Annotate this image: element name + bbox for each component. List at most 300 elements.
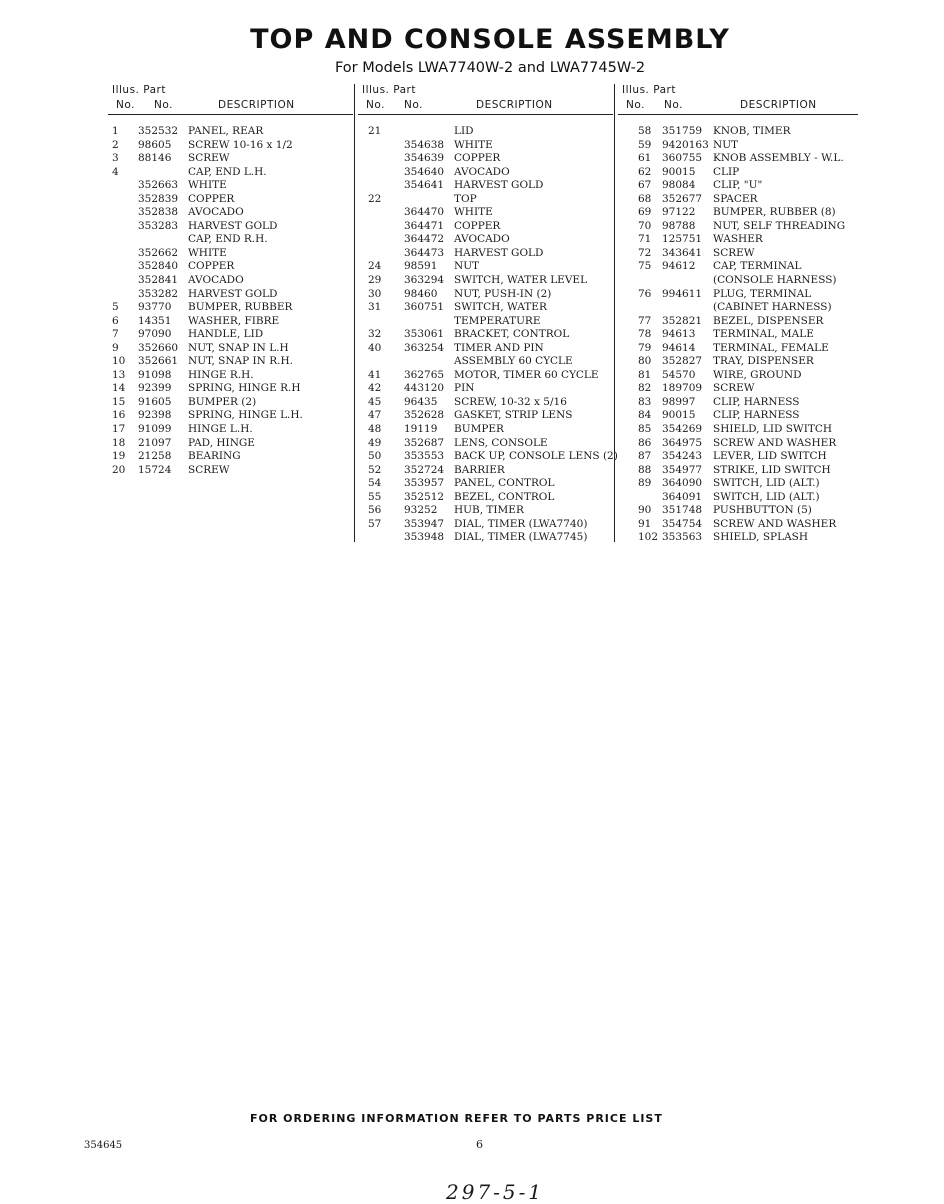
illus-part-header: Illus. Part bbox=[622, 84, 676, 96]
part-description: NUT, SNAP IN L.H bbox=[188, 341, 289, 354]
part-row bbox=[618, 504, 858, 518]
part-number: 352827 bbox=[662, 355, 703, 368]
part-number: 189709 bbox=[662, 382, 703, 395]
part-description: GASKET, STRIP LENS bbox=[454, 409, 573, 422]
part-number: 92398 bbox=[138, 409, 172, 422]
part-number: 94612 bbox=[662, 260, 696, 273]
part-number: 994611 bbox=[662, 287, 703, 300]
parts-column-2 bbox=[358, 84, 618, 545]
part-description: LID bbox=[454, 125, 474, 137]
part-description: SCREW bbox=[188, 463, 230, 476]
part-row bbox=[358, 125, 613, 139]
illus-number: 61 bbox=[638, 152, 652, 165]
part-row bbox=[108, 233, 353, 247]
part-row bbox=[108, 396, 353, 410]
part-description: BEARING bbox=[188, 450, 241, 463]
part-row bbox=[618, 491, 858, 505]
part-number: 21258 bbox=[138, 450, 172, 463]
part-description: WIRE, GROUND bbox=[713, 368, 802, 381]
parts-list bbox=[358, 125, 618, 545]
illus-number: 49 bbox=[368, 436, 382, 449]
part-number: 98460 bbox=[404, 287, 438, 300]
part-description: COPPER bbox=[188, 192, 235, 205]
part-number: 91098 bbox=[138, 368, 172, 381]
part-number: 352838 bbox=[138, 206, 179, 219]
part-number: 364471 bbox=[404, 219, 445, 232]
part-description: WHITE bbox=[454, 138, 493, 151]
illus-number: 4 bbox=[112, 165, 119, 178]
part-row bbox=[108, 315, 353, 329]
part-description: DIAL, TIMER (LWA7740) bbox=[454, 517, 588, 530]
part-number: 354639 bbox=[404, 152, 445, 165]
part-description: AVOCADO bbox=[454, 233, 510, 246]
part-row bbox=[108, 342, 353, 356]
part-number: 364090 bbox=[662, 477, 703, 490]
part-description: COPPER bbox=[454, 219, 501, 232]
part-number: 354243 bbox=[662, 450, 703, 463]
part-row bbox=[108, 152, 353, 166]
part-row bbox=[108, 247, 353, 261]
part-row bbox=[358, 247, 613, 261]
part-number: 363294 bbox=[404, 274, 445, 287]
part-description: AVOCADO bbox=[188, 274, 244, 287]
header-rule bbox=[358, 114, 613, 115]
part-row bbox=[618, 531, 858, 545]
illus-number: 5 bbox=[112, 301, 119, 314]
illus-number: 91 bbox=[638, 517, 652, 530]
illus-number: 50 bbox=[368, 450, 382, 463]
part-row bbox=[618, 369, 858, 383]
part-description: SCREW AND WASHER bbox=[713, 436, 837, 449]
part-row bbox=[618, 355, 858, 369]
part-description: MOTOR, TIMER 60 CYCLE bbox=[454, 368, 599, 381]
part-number: 97122 bbox=[662, 206, 696, 219]
part-row bbox=[618, 301, 858, 315]
page-title: TOP AND CONSOLE ASSEMBLY bbox=[250, 24, 730, 55]
illus-number: 57 bbox=[368, 517, 382, 530]
part-description: HUB, TIMER bbox=[454, 504, 524, 517]
part-description: PAD, HINGE bbox=[188, 436, 255, 449]
part-description: PANEL, CONTROL bbox=[454, 477, 555, 490]
part-description: CLIP bbox=[713, 165, 740, 178]
part-description: CAP, END R.H. bbox=[188, 233, 268, 246]
part-row bbox=[618, 193, 858, 207]
illus-number: 75 bbox=[638, 260, 652, 273]
illus-number: 19 bbox=[112, 450, 126, 463]
part-description: DIAL, TIMER (LWA7745) bbox=[454, 531, 588, 544]
part-row bbox=[108, 125, 353, 139]
part-row bbox=[358, 315, 613, 329]
part-number: 360751 bbox=[404, 301, 445, 314]
document-number: 354645 bbox=[84, 1140, 123, 1151]
part-description: BUMPER (2) bbox=[188, 395, 257, 408]
illus-number: 76 bbox=[638, 287, 652, 300]
part-no-header: No. bbox=[664, 99, 683, 111]
part-number: 354641 bbox=[404, 179, 445, 192]
part-description: PLUG, TERMINAL bbox=[713, 287, 812, 300]
part-description: TRAY, DISPENSER bbox=[713, 355, 814, 368]
illus-number: 81 bbox=[638, 368, 652, 381]
part-row bbox=[358, 220, 613, 234]
illus-number: 85 bbox=[638, 423, 652, 436]
description-header: DESCRIPTION bbox=[740, 99, 817, 111]
part-number: 91099 bbox=[138, 423, 172, 436]
part-number: 98591 bbox=[404, 260, 438, 273]
illus-number: 83 bbox=[638, 395, 652, 408]
part-number: 351759 bbox=[662, 125, 703, 137]
part-description: PANEL, REAR bbox=[188, 125, 264, 137]
part-row bbox=[108, 423, 353, 437]
part-number: 9420163 bbox=[662, 138, 709, 151]
part-description: LEVER, LID SWITCH bbox=[713, 450, 827, 463]
part-row bbox=[108, 464, 353, 478]
part-row bbox=[358, 328, 613, 342]
part-row bbox=[358, 166, 613, 180]
part-description: SCREW bbox=[188, 152, 230, 165]
illus-number: 78 bbox=[638, 328, 652, 341]
part-description: CAP, TERMINAL bbox=[713, 260, 802, 273]
part-number: 343641 bbox=[662, 246, 703, 259]
part-description: WASHER bbox=[713, 233, 763, 246]
illus-number: 41 bbox=[368, 368, 382, 381]
part-row bbox=[108, 166, 353, 180]
part-number: 92399 bbox=[138, 382, 172, 395]
illus-no-header: No. bbox=[116, 99, 135, 111]
part-description: HINGE L.H. bbox=[188, 423, 253, 436]
part-description: TEMPERATURE bbox=[454, 314, 541, 327]
part-row bbox=[358, 477, 613, 491]
illus-number: 52 bbox=[368, 463, 382, 476]
part-number: 94613 bbox=[662, 328, 696, 341]
part-row bbox=[618, 179, 858, 193]
part-row bbox=[108, 369, 353, 383]
illus-number: 40 bbox=[368, 341, 382, 354]
illus-number: 90 bbox=[638, 504, 652, 517]
part-description: NUT, SELF THREADING bbox=[713, 219, 846, 232]
part-row bbox=[108, 301, 353, 315]
part-description: WASHER, FIBRE bbox=[188, 314, 280, 327]
part-description: KNOB, TIMER bbox=[713, 125, 791, 137]
part-description: SHIELD, SPLASH bbox=[713, 531, 809, 544]
illus-number: 17 bbox=[112, 423, 126, 436]
part-row bbox=[358, 233, 613, 247]
part-number: 364975 bbox=[662, 436, 703, 449]
part-description: HANDLE, LID bbox=[188, 328, 264, 341]
illus-number: 22 bbox=[368, 192, 382, 205]
part-row bbox=[358, 260, 613, 274]
part-row bbox=[358, 491, 613, 505]
part-number: 353553 bbox=[404, 450, 445, 463]
part-description: CLIP, HARNESS bbox=[713, 395, 800, 408]
part-number: 352839 bbox=[138, 192, 179, 205]
illus-number: 3 bbox=[112, 152, 119, 165]
part-description: NUT, PUSH-IN (2) bbox=[454, 287, 552, 300]
part-number: 352687 bbox=[404, 436, 445, 449]
illus-number: 68 bbox=[638, 192, 652, 205]
part-row bbox=[108, 139, 353, 153]
part-description: AVOCADO bbox=[454, 165, 510, 178]
part-number: 91605 bbox=[138, 395, 172, 408]
part-description: TERMINAL, MALE bbox=[713, 328, 814, 341]
part-row bbox=[618, 274, 858, 288]
part-number: 360755 bbox=[662, 152, 703, 165]
part-description: TIMER AND PIN bbox=[454, 341, 544, 354]
header-rule bbox=[108, 114, 353, 115]
ordering-note: FOR ORDERING INFORMATION REFER TO PARTS PRICE LIST bbox=[250, 1112, 663, 1125]
part-description: SWITCH, WATER LEVEL bbox=[454, 274, 588, 287]
part-number: 353283 bbox=[138, 219, 179, 232]
illus-number: 45 bbox=[368, 395, 382, 408]
part-number: 97090 bbox=[138, 328, 172, 341]
part-number: 19119 bbox=[404, 423, 438, 436]
illus-number: 82 bbox=[638, 382, 652, 395]
part-row bbox=[358, 409, 613, 423]
illus-number: 31 bbox=[368, 301, 382, 314]
illus-number: 55 bbox=[368, 490, 382, 503]
column-divider bbox=[614, 84, 615, 542]
part-number: 354754 bbox=[662, 517, 703, 530]
part-number: 125751 bbox=[662, 233, 703, 246]
part-row bbox=[358, 382, 613, 396]
illus-number: 56 bbox=[368, 504, 382, 517]
part-number: 363254 bbox=[404, 341, 445, 354]
illus-number: 32 bbox=[368, 328, 382, 341]
illus-number: 86 bbox=[638, 436, 652, 449]
part-number: 354638 bbox=[404, 138, 445, 151]
part-number: 90015 bbox=[662, 409, 696, 422]
part-description: CLIP, HARNESS bbox=[713, 409, 800, 422]
part-description: STRIKE, LID SWITCH bbox=[713, 463, 831, 476]
part-row bbox=[358, 193, 613, 207]
part-row bbox=[108, 355, 353, 369]
part-number: 353282 bbox=[138, 287, 179, 300]
part-description: COPPER bbox=[454, 152, 501, 165]
illus-number: 59 bbox=[638, 138, 652, 151]
part-description: SCREW bbox=[713, 382, 755, 395]
part-description: CLIP, "U" bbox=[713, 179, 763, 192]
illus-number: 80 bbox=[638, 355, 652, 368]
part-row bbox=[618, 152, 858, 166]
part-row bbox=[358, 139, 613, 153]
part-description: WHITE bbox=[188, 246, 227, 259]
part-number: 353563 bbox=[662, 531, 703, 544]
part-description: (CABINET HARNESS) bbox=[713, 301, 832, 314]
part-description: NUT bbox=[454, 260, 480, 273]
illus-number: 62 bbox=[638, 165, 652, 178]
part-description: SPRING, HINGE L.H. bbox=[188, 409, 303, 422]
part-description: HARVEST GOLD bbox=[188, 287, 278, 300]
part-description: NUT bbox=[713, 138, 739, 151]
part-row bbox=[618, 288, 858, 302]
part-number: 352660 bbox=[138, 341, 179, 354]
part-description: HINGE R.H. bbox=[188, 368, 254, 381]
illus-number: 88 bbox=[638, 463, 652, 476]
part-row bbox=[618, 247, 858, 261]
illus-number: 7 bbox=[112, 328, 119, 341]
illus-number: 18 bbox=[112, 436, 126, 449]
part-row bbox=[618, 423, 858, 437]
part-row bbox=[108, 328, 353, 342]
part-description: SPRING, HINGE R.H bbox=[188, 382, 301, 395]
part-description: BEZEL, CONTROL bbox=[454, 490, 555, 503]
part-row bbox=[358, 464, 613, 478]
part-description: TOP bbox=[454, 192, 477, 205]
part-number: 352677 bbox=[662, 192, 703, 205]
part-description: HARVEST GOLD bbox=[454, 246, 544, 259]
illus-number: 87 bbox=[638, 450, 652, 463]
part-description: BRACKET, CONTROL bbox=[454, 328, 570, 341]
part-description: HARVEST GOLD bbox=[188, 219, 278, 232]
handwritten-note: 297-5-1 bbox=[446, 1180, 545, 1204]
illus-number: 6 bbox=[112, 314, 119, 327]
part-number: 352661 bbox=[138, 355, 179, 368]
page-subtitle: For Models LWA7740W-2 and LWA7745W-2 bbox=[334, 60, 646, 76]
part-number: 352532 bbox=[138, 125, 179, 137]
part-description: PIN bbox=[454, 382, 475, 395]
page-number: 6 bbox=[476, 1138, 483, 1151]
parts-column-3 bbox=[618, 84, 858, 545]
part-row bbox=[108, 274, 353, 288]
part-number: 443120 bbox=[404, 382, 445, 395]
part-number: 352662 bbox=[138, 246, 179, 259]
part-number: 364473 bbox=[404, 246, 445, 259]
part-row bbox=[618, 233, 858, 247]
illus-number: 72 bbox=[638, 246, 652, 259]
illus-number: 14 bbox=[112, 382, 126, 395]
illus-number: 24 bbox=[368, 260, 382, 273]
part-row bbox=[108, 288, 353, 302]
part-row bbox=[108, 437, 353, 451]
part-description: CAP, END L.H. bbox=[188, 165, 267, 178]
part-description: SHIELD, LID SWITCH bbox=[713, 423, 833, 436]
part-number: 93252 bbox=[404, 504, 438, 517]
part-row bbox=[618, 518, 858, 532]
part-row bbox=[618, 382, 858, 396]
part-row bbox=[618, 477, 858, 491]
part-number: 21097 bbox=[138, 436, 172, 449]
description-header: DESCRIPTION bbox=[476, 99, 553, 111]
part-description: TERMINAL, FEMALE bbox=[713, 341, 829, 354]
illus-number: 1 bbox=[112, 125, 119, 137]
part-description: WHITE bbox=[454, 206, 493, 219]
part-row bbox=[108, 220, 353, 234]
illus-number: 2 bbox=[112, 138, 119, 151]
part-number: 93770 bbox=[138, 301, 172, 314]
column-divider bbox=[354, 84, 355, 542]
illus-number: 21 bbox=[368, 125, 382, 137]
illus-number: 54 bbox=[368, 477, 382, 490]
part-row bbox=[108, 260, 353, 274]
part-number: 14351 bbox=[138, 314, 172, 327]
part-number: 98997 bbox=[662, 395, 696, 408]
illus-number: 70 bbox=[638, 219, 652, 232]
parts-column-1 bbox=[108, 84, 353, 477]
illus-number: 102 bbox=[638, 531, 659, 544]
part-no-header: No. bbox=[154, 99, 173, 111]
part-number: 352663 bbox=[138, 179, 179, 192]
part-number: 352841 bbox=[138, 274, 179, 287]
part-number: 354977 bbox=[662, 463, 703, 476]
part-number: 364472 bbox=[404, 233, 445, 246]
part-number: 352724 bbox=[404, 463, 445, 476]
part-no-header: No. bbox=[404, 99, 423, 111]
part-description: SCREW 10-16 x 1/2 bbox=[188, 138, 293, 151]
part-number: 352821 bbox=[662, 314, 703, 327]
part-description: WHITE bbox=[188, 179, 227, 192]
illus-number: 71 bbox=[638, 233, 652, 246]
illus-number: 42 bbox=[368, 382, 382, 395]
part-row bbox=[618, 464, 858, 478]
part-row bbox=[108, 179, 353, 193]
part-row bbox=[358, 342, 613, 356]
illus-number: 15 bbox=[112, 395, 126, 408]
part-description: SWITCH, WATER bbox=[454, 301, 547, 314]
part-description: (CONSOLE HARNESS) bbox=[713, 274, 837, 287]
part-number: 354269 bbox=[662, 423, 703, 436]
part-row bbox=[618, 315, 858, 329]
part-row bbox=[358, 301, 613, 315]
header-rule bbox=[618, 114, 858, 115]
part-description: BUMPER, RUBBER (8) bbox=[713, 206, 836, 219]
part-row bbox=[358, 518, 613, 532]
part-description: BUMPER bbox=[454, 423, 504, 436]
part-row bbox=[618, 342, 858, 356]
parts-list bbox=[108, 125, 353, 477]
description-header: DESCRIPTION bbox=[218, 99, 295, 111]
part-description: SWITCH, LID (ALT.) bbox=[713, 490, 820, 503]
part-row bbox=[618, 206, 858, 220]
illus-number: 89 bbox=[638, 477, 652, 490]
illus-part-header: Illus. Part bbox=[362, 84, 416, 96]
illus-number: 13 bbox=[112, 368, 126, 381]
column-header bbox=[358, 84, 613, 114]
part-number: 353957 bbox=[404, 477, 445, 490]
part-row bbox=[108, 382, 353, 396]
part-number: 352512 bbox=[404, 490, 445, 503]
part-number: 351748 bbox=[662, 504, 703, 517]
part-row bbox=[618, 220, 858, 234]
part-description: BUMPER, RUBBER bbox=[188, 301, 293, 314]
part-row bbox=[358, 504, 613, 518]
illus-number: 29 bbox=[368, 274, 382, 287]
part-description: SWITCH, LID (ALT.) bbox=[713, 477, 820, 490]
part-number: 353947 bbox=[404, 517, 445, 530]
part-row bbox=[618, 437, 858, 451]
part-row bbox=[358, 437, 613, 451]
column-header bbox=[108, 84, 353, 114]
part-row bbox=[358, 274, 613, 288]
part-row bbox=[358, 355, 613, 369]
part-description: NUT, SNAP IN R.H. bbox=[188, 355, 293, 368]
part-row bbox=[618, 166, 858, 180]
part-row bbox=[618, 139, 858, 153]
part-row bbox=[358, 450, 618, 464]
part-row bbox=[358, 423, 613, 437]
part-description: PUSHBUTTON (5) bbox=[713, 504, 812, 517]
part-row bbox=[108, 193, 353, 207]
illus-part-header: Illus. Part bbox=[112, 84, 166, 96]
part-row bbox=[618, 260, 858, 274]
part-description: BEZEL, DISPENSER bbox=[713, 314, 824, 327]
part-description: SCREW bbox=[713, 246, 755, 259]
illus-no-header: No. bbox=[626, 99, 645, 111]
illus-number: 10 bbox=[112, 355, 126, 368]
part-number: 364470 bbox=[404, 206, 445, 219]
part-row bbox=[358, 152, 613, 166]
part-number: 354640 bbox=[404, 165, 445, 178]
part-description: ASSEMBLY 60 CYCLE bbox=[454, 355, 573, 368]
part-number: 94614 bbox=[662, 341, 696, 354]
